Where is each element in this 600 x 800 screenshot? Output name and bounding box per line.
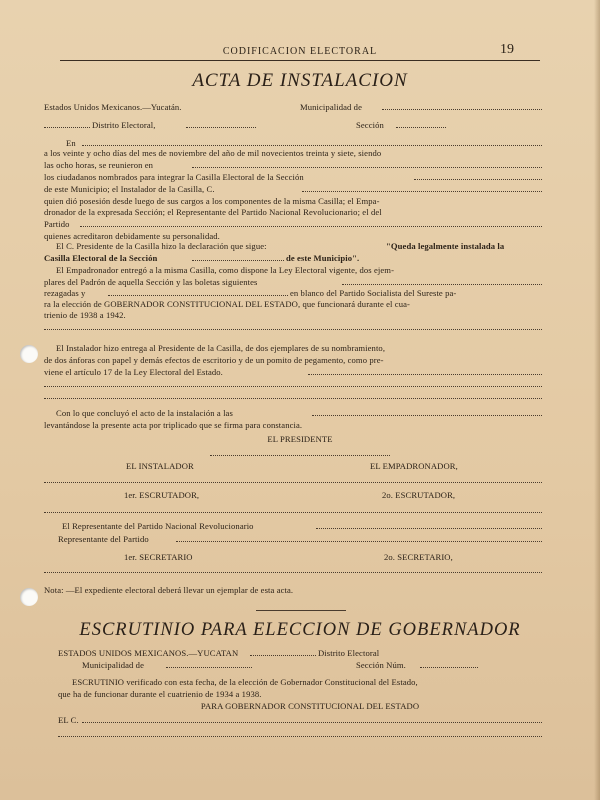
field-district: Distrito Electoral, xyxy=(92,120,156,130)
signature-presidente: EL PRESIDENTE xyxy=(267,434,333,444)
blank-line xyxy=(108,295,288,296)
acta-line: dronador de la expresada Sección; el Representante del Partido Nacional Revolucionario; el del xyxy=(44,207,382,217)
blank-line xyxy=(82,722,542,723)
running-header xyxy=(60,44,540,61)
blank-line xyxy=(312,415,542,416)
acta-line: rezagadas y xyxy=(44,288,86,298)
escrutinio-el-c: EL C. xyxy=(58,715,79,725)
acta-line: Casilla Electoral de la Sección xyxy=(44,253,158,263)
blank-line xyxy=(302,191,542,192)
blank-line xyxy=(82,145,542,146)
signature-line xyxy=(44,482,542,483)
acta-line: en blanco del Partido Socialista del Sureste pa- xyxy=(290,288,457,298)
acta-line: de este Municipio". xyxy=(286,253,360,263)
signature-secretario-2: 2o. SECRETARIO, xyxy=(384,552,453,562)
acta-line: trienio de 1938 a 1942. xyxy=(44,310,126,320)
blank-line xyxy=(44,386,542,387)
blank-line xyxy=(44,329,542,330)
page-number: 19 xyxy=(500,42,514,57)
signature-line xyxy=(316,528,542,529)
punch-hole xyxy=(20,588,38,606)
acta-line: En xyxy=(66,138,76,148)
blank-line xyxy=(396,127,446,128)
blank-line xyxy=(192,167,542,168)
escrutinio-district: Distrito Electoral xyxy=(318,648,380,658)
acta-line: quien dió posesión desde luego de sus cargos a los componentes de la misma Casilla; el Empa- xyxy=(44,196,380,206)
signature-line xyxy=(210,455,390,456)
acta-line: Con lo que concluyó el acto de la instalación a las xyxy=(56,408,233,418)
signature-line xyxy=(44,512,542,513)
acta-line: quienes acreditaron debidamente su personalidad. xyxy=(44,231,220,241)
acta-line: los ciudadanos nombrados para integrar la Casilla Electoral de la Sección xyxy=(44,172,304,182)
acta-line: de este Municipio; el Instalador de la Casilla, C. xyxy=(44,184,215,194)
acta-note: Nota: —El expediente electoral deberá llevar un ejemplar de esta acta. xyxy=(44,585,294,595)
acta-line: de dos ánforas con papel y demás efectos de escritorio y de un pomito de pegamento, como pre- xyxy=(44,355,384,365)
field-municipality: Municipalidad de xyxy=(300,102,362,112)
blank-line xyxy=(44,398,542,399)
escrutinio-section: Sección Núm. xyxy=(356,660,406,670)
section-divider xyxy=(256,610,346,611)
blank-line xyxy=(382,109,542,110)
acta-line: El Empadronador entregó a la misma Casilla, como dispone la Ley Electoral vigente, dos ejem- xyxy=(56,265,395,275)
acta-title: ACTA DE INSTALACION xyxy=(192,70,408,91)
field-country: Estados Unidos Mexicanos.—Yucatán. xyxy=(44,102,182,112)
signature-instalador: EL INSTALADOR xyxy=(126,461,194,471)
escrutinio-line: que ha de funcionar durante el cuatrienio de 1934 a 1938. xyxy=(58,689,262,699)
acta-line: levantándose la presente acta por triplicado que se firma para constancia. xyxy=(44,420,303,430)
escrutinio-municipality: Municipalidad de xyxy=(82,660,144,670)
acta-line: El Instalador hizo entrega al Presidente de la Casilla, de dos ejemplares de su nombramiento, xyxy=(56,343,386,353)
blank-line xyxy=(186,127,256,128)
field-section: Sección xyxy=(356,120,384,130)
acta-line: viene el artículo 17 de la Ley Electoral del Estado. xyxy=(44,367,223,377)
blank-line xyxy=(342,284,542,285)
punch-hole xyxy=(20,345,38,363)
header-title: CODIFICACION ELECTORAL xyxy=(222,46,378,57)
blank-line xyxy=(44,127,90,128)
page-edge-shadow xyxy=(594,0,600,800)
blank-line xyxy=(192,260,284,261)
acta-line: a los veinte y ocho días del mes de noviembre del año de mil novecientos treinta y siete, siendo xyxy=(44,148,382,158)
escrutinio-title: ESCRUTINIO PARA ELECCION DE GOBERNADOR xyxy=(79,620,521,640)
signature-empadronador: EL EMPADRONADOR, xyxy=(370,461,458,471)
blank-line xyxy=(308,374,542,375)
signature-escrutador-1: 1er. ESCRUTADOR, xyxy=(124,490,200,500)
signature-secretario-1: 1er. SECRETARIO xyxy=(124,552,193,562)
escrutinio-subtitle: PARA GOBERNADOR CONSTITUCIONAL DEL ESTADO xyxy=(200,701,420,711)
signature-line xyxy=(44,572,542,573)
blank-line xyxy=(250,655,316,656)
signature-line xyxy=(176,541,542,542)
blank-line xyxy=(420,667,478,668)
acta-line: las ocho horas, se reunieron en xyxy=(44,160,154,170)
blank-line xyxy=(414,179,542,180)
escrutinio-line: ESCRUTINIO verificado con esta fecha, de la elección de Gobernador Constitucional del Estado, xyxy=(72,677,418,687)
acta-line: "Queda legalmente instalada la xyxy=(386,241,505,251)
signature-rep-pnr: El Representante del Partido Nacional Revolucionario xyxy=(62,521,254,531)
acta-line: ra la elección de GOBERNADOR CONSTITUCIONAL DEL ESTADO, que funcionará durante el cua- xyxy=(44,299,410,309)
blank-line xyxy=(166,667,252,668)
signature-escrutador-2: 2o. ESCRUTADOR, xyxy=(382,490,456,500)
signature-rep-partido: Representante del Partido xyxy=(58,534,149,544)
blank-line xyxy=(58,736,542,737)
acta-line: El C. Presidente de la Casilla hizo la declaración que sigue: xyxy=(56,241,267,251)
escrutinio-country: ESTADOS UNIDOS MEXICANOS.—YUCATAN xyxy=(58,648,239,658)
acta-line: plares del Padrón de aquella Sección y las boletas siguientes xyxy=(44,277,258,287)
acta-line: Partido xyxy=(44,219,70,229)
blank-line xyxy=(80,226,542,227)
